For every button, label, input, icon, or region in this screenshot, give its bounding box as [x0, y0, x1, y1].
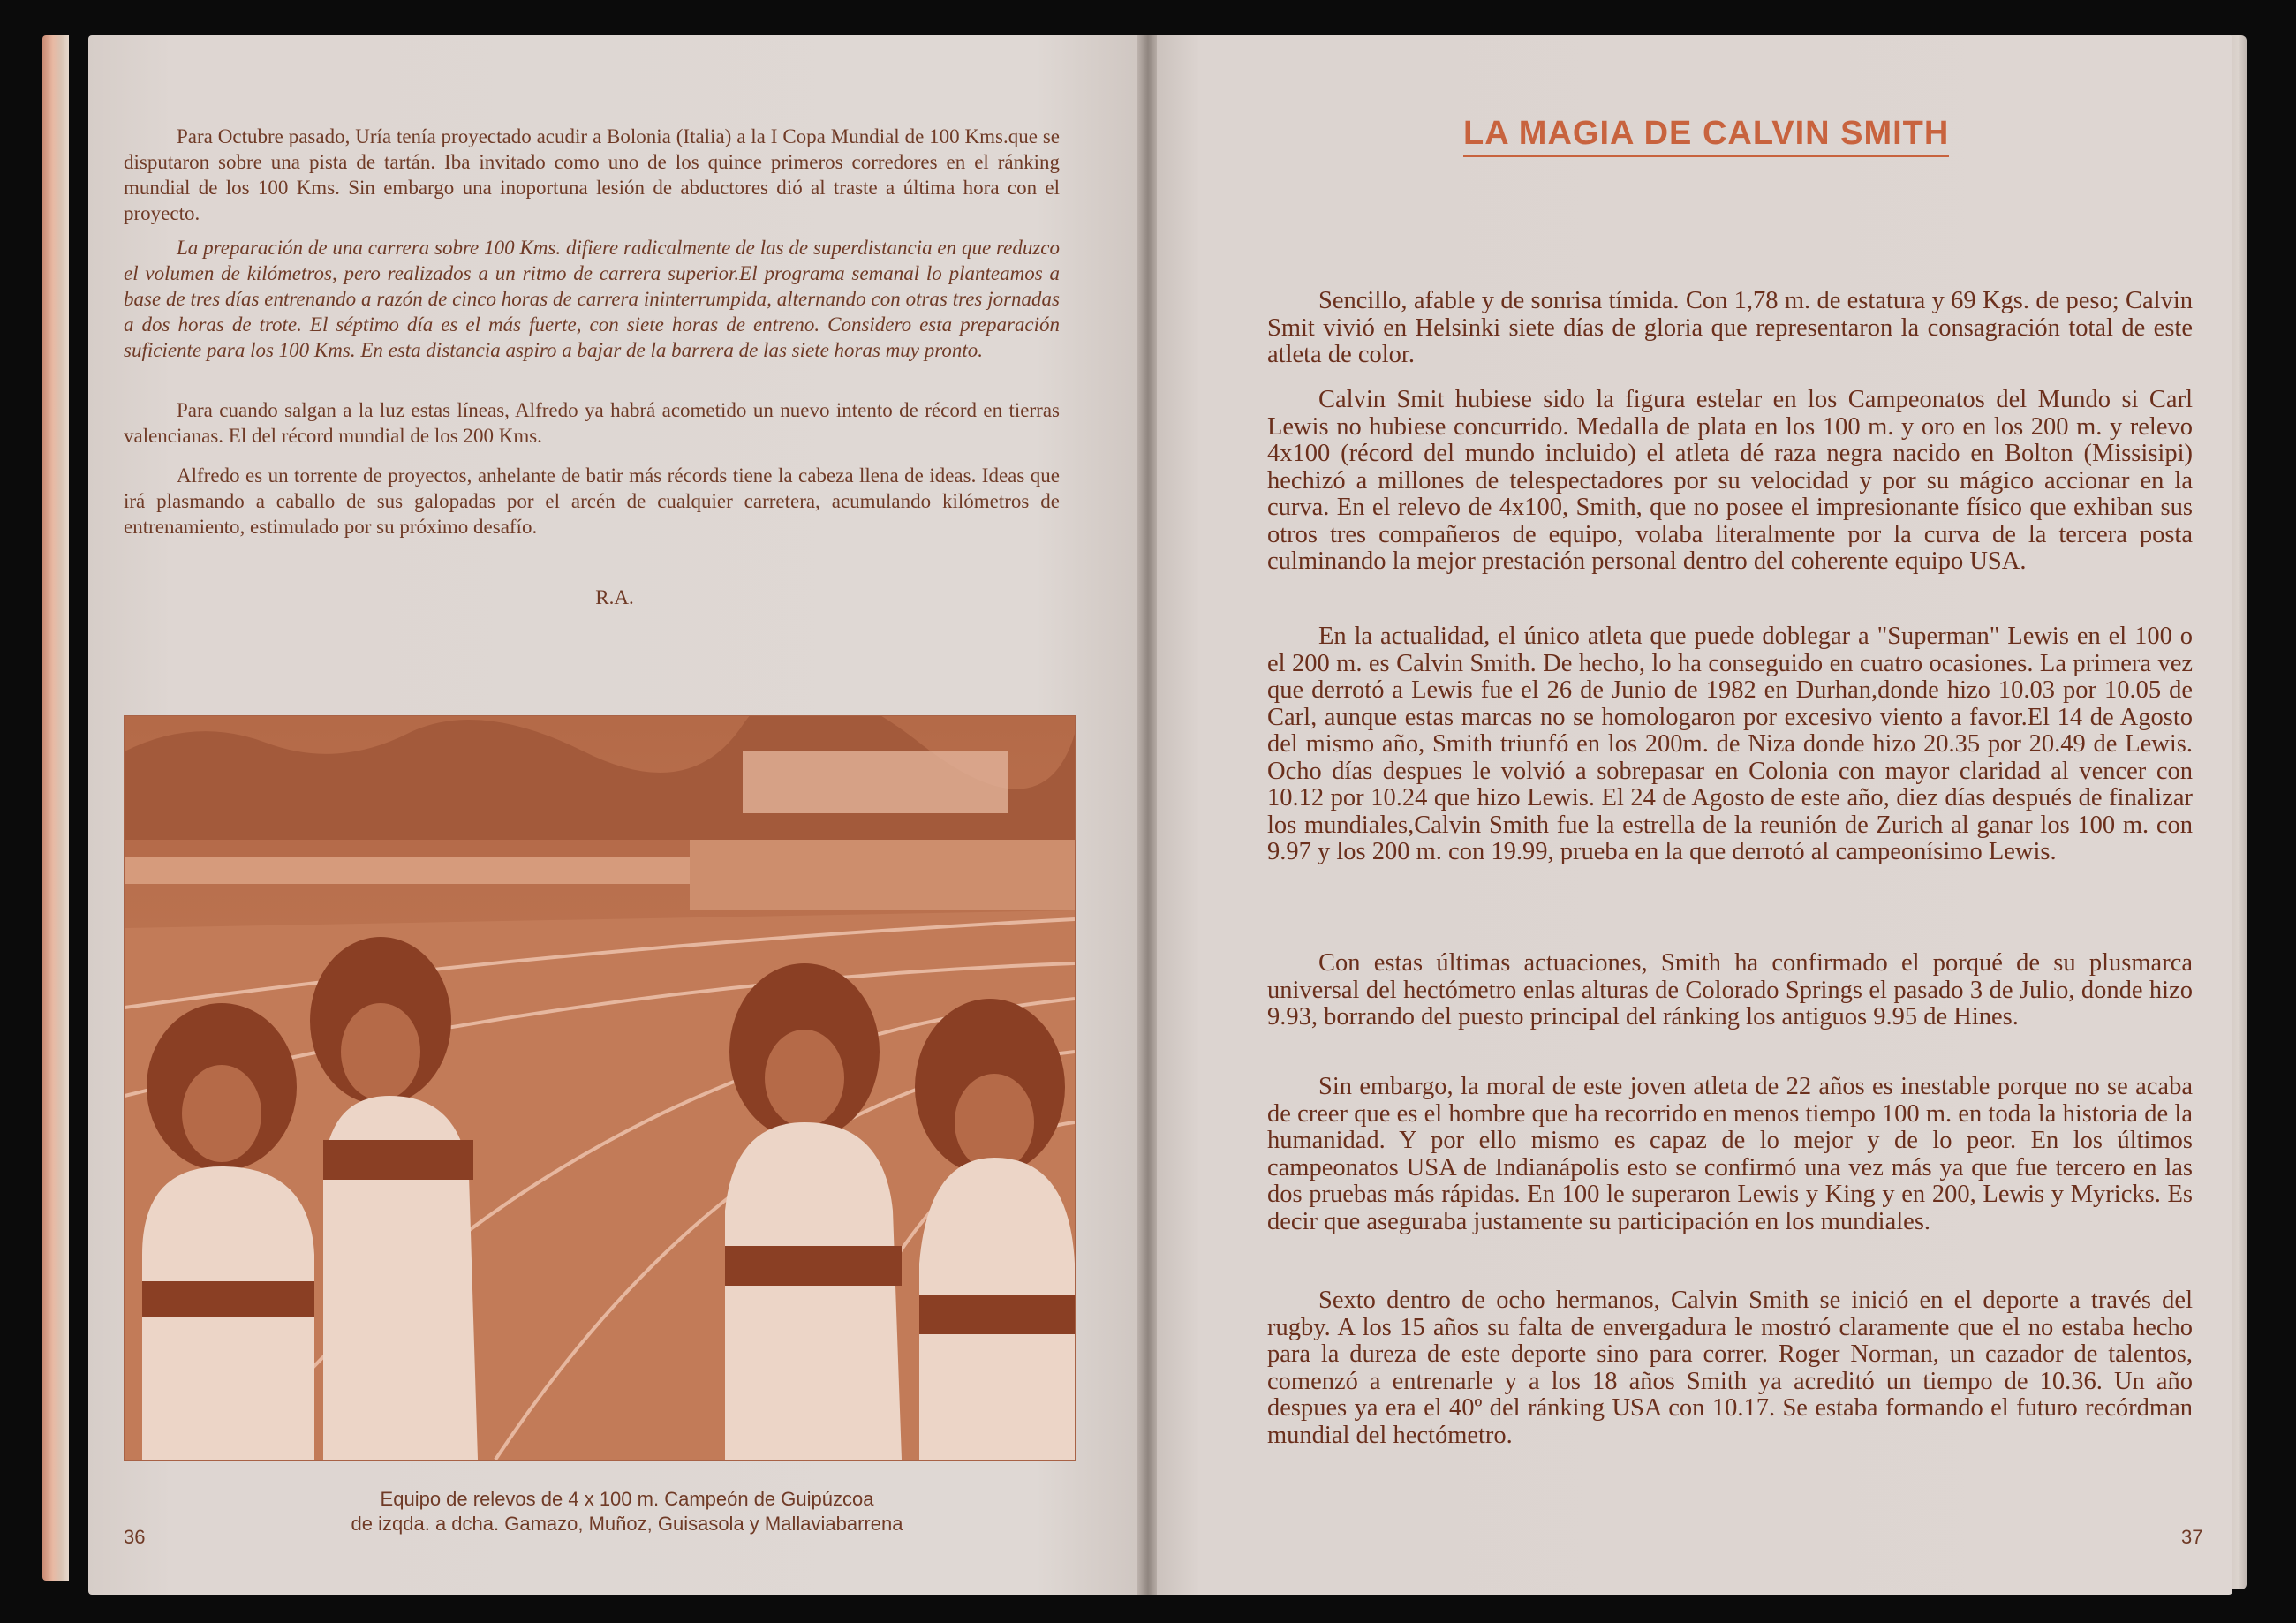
page-number: 36 [124, 1526, 146, 1548]
left-page [88, 35, 1141, 1595]
page-number: 37 [2181, 1526, 2203, 1548]
paragraph: Sexto dentro de ocho hermanos, Calvin Smith se inició en el deporte a través del rugby. A los 15 años su falta de envergadura le mostró claramente que el no estaba hecho para la dureza de este deporte sino para correr. Roger Norman, un cazador de talentos, comenzó a entrenarle y a los 18 años Smith ya acreditó un tiempo de 10.36. Un año despues ya era el 40º del ránking USA con 10.17. Se estaba formando el futuro recórdman mundial del hectómetro. [1267, 1287, 2193, 1449]
caption-line: Equipo de relevos de 4 x 100 m. Campeón de Guipúzcoa [380, 1488, 874, 1510]
quote-paragraph: La preparación de una carrera sobre 100 Kms. difiere radicalmente de las de superdistancia en que reduzco el volumen de kilómetros, pero realizados a un ritmo de carrera superior.El programa semanal lo planteamos a base de tres días entrenando a razón de cinco horas de carrera ininterrumpida, alternando con otras tres jornadas a dos horas de trote. El séptimo día es el más fuerte, con siete horas de entreno. Considero esta preparación suficiente para los 100 Kms. En esta distancia aspiro a bajar de la barrera de las siete horas muy pronto. [124, 237, 1060, 361]
paragraph: En la actualidad, el único atleta que puede doblegar a "Superman" Lewis en el 100 o el 200 m. es Calvin Smith. De hecho, lo ha conseguido en cuatro ocasiones. La primera vez que derrotó a Lewis fue el 26 de Junio de 1982 en Durhan,donde hizo 10.03 por 10.05 de Carl, aunque estas marcas no se homologaron por excesivo viento a favor.El 14 de Agosto del mismo año, Smith triunfó en los 200m. de Niza donde hizo 20.35 por 20.49 de Lewis. Ocho días despues le volvió a sobrepasar en Colonia con mayor claridad al vencer con 10.12 por 10.24 que hizo Lewis. El 24 de Agosto de este año, diez días después de finalizar los mundiales,Calvin Smith fue la estrella de la reunión de Zurich al ganar los 100 m. con 9.97 y los 200 m. con 19.99, prueba en la que derrotó al campeonísimo Lewis. [1267, 623, 2193, 865]
paragraph: Alfredo es un torrente de proyectos, anhelante de batir más récords tiene la cabeza llena de ideas. Ideas que irá plasmando a caballo de sus galopadas por el arcén de cualquier carretera, acumulando kilómetros de entrenamiento, estimulado por su próximo desafío. [124, 464, 1060, 538]
photo-caption [247, 1487, 1007, 1536]
relay-team-photo [124, 715, 1076, 1461]
paragraph: Para Octubre pasado, Uría tenía proyectado acudir a Bolonia (Italia) a la I Copa Mundial de 100 Kms.que se disputaron sobre una pista de tartán. Iba invitado como uno de los quince primeros corredores en el ránking mundial de los 100 Kms. Sin embargo una inoportuna lesión de abductores dió al traste a última hora con el proyecto. [124, 125, 1060, 224]
caption-line: de izqda. a dcha. Gamazo, Muñoz, Guisasola y Mallaviabarrena [351, 1513, 903, 1535]
book-gutter [1137, 35, 1159, 1595]
paragraph: Con estas últimas actuaciones, Smith ha confirmado el porqué de su plusmarca universal del hectómetro enlas alturas de Colorado Springs el pasado 3 de Julio, donde hizo 9.93, borrando del puesto principal del ránking los antiguos 9.95 de Hines. [1267, 949, 2193, 1030]
paragraph: Calvin Smit hubiese sido la figura estelar en los Campeonatos del Mundo si Carl Lewis no hubiese concurrido. Medalla de plata en los 100 m. y oro en los 200 m. y relevo 4x100 (récord del mundo incluido) el atleta dé raza negra nacido en Bolton (Missisipi) hechizó a millones de telespectadores por su velocidad y por su mágico accionar en la curva. En el relevo de 4x100, Smith, que no posee el impresionante físico que exhiban sus otros tres compañeros de equipo, volaba literalmente por la curva de la tercera posta culminando la mejor prestación personal dentro del coherente equipo USA. [1267, 386, 2193, 575]
paragraph: Para cuando salgan a la luz estas líneas, Alfredo ya habrá acometido un nuevo intento de récord en tierras valencianas. El del récord mundial de los 200 Kms. [124, 399, 1060, 447]
paragraph: Sencillo, afable y de sonrisa tímida. Con 1,78 m. de estatura y 69 Kgs. de peso; Calvin Smit vivió en Helsinki siete días de gloria que representaron la consagración total de este atleta de color. [1267, 287, 2193, 368]
article-title: LA MAGIA DE CALVIN SMITH [1463, 115, 1949, 157]
paragraph: Sin embargo, la moral de este joven atleta de 22 años es inestable porque no se acaba de creer que es el hombre que ha recorrido en menos tiempo 100 m. en toda la historia de la humanidad. Y por ello mismo es capaz de lo mejor y de lo peor. En los últimos campeonatos USA de Indianápolis esto se confirmó una vez más ya que fue tercero en las dos pruebas más rápidas. En 100 le superaron Lewis y King y en 200, Lewis y Myricks. Es decir que aseguraba justamente su participación en los mundiales. [1267, 1073, 2193, 1235]
page-stack-edge [42, 35, 69, 1581]
author-signature: R.A. [595, 586, 634, 608]
right-page [1157, 35, 2232, 1595]
